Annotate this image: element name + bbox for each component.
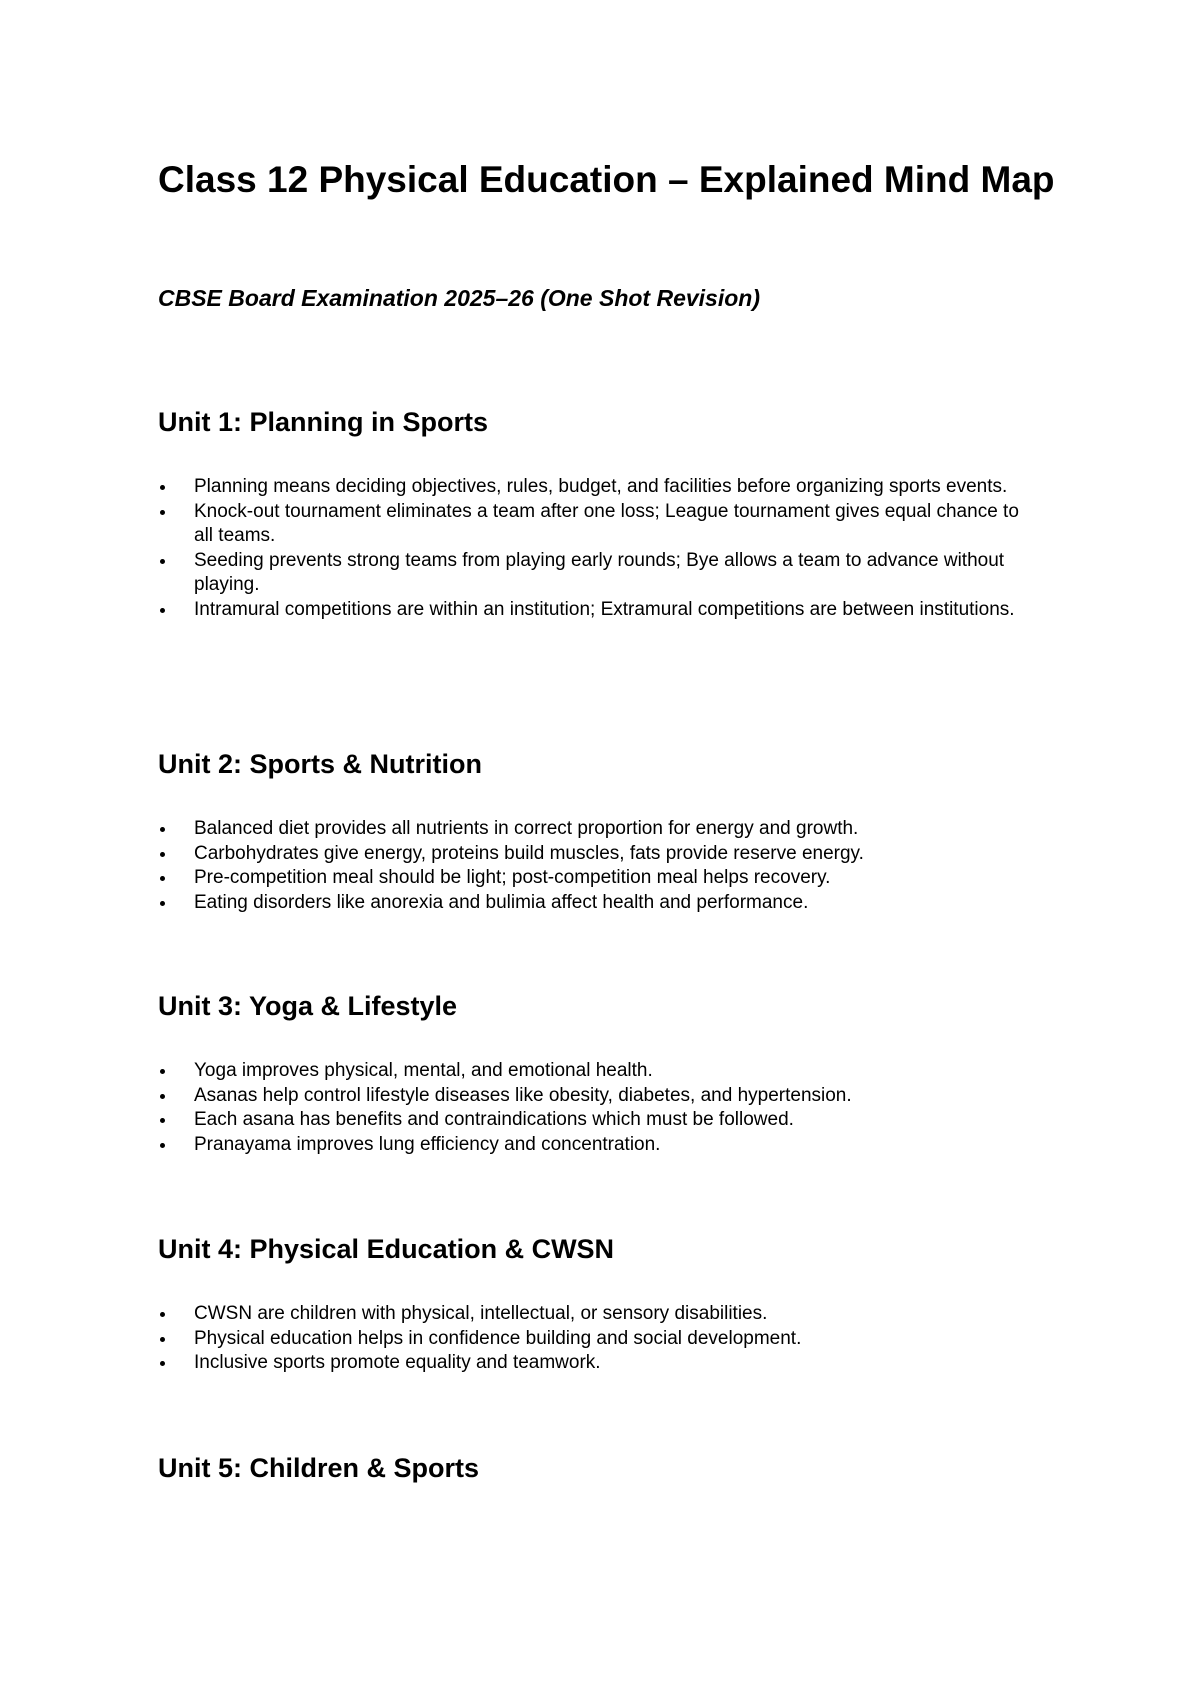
unit-section-yoga-lifestyle bbox=[158, 989, 1018, 1157]
unit-heading: Unit 3: Yoga & Lifestyle bbox=[158, 991, 458, 1021]
bullet-icon bbox=[160, 1361, 165, 1366]
bullet-list bbox=[158, 1059, 1018, 1157]
list-item-text: Planning means deciding objectives, rules, budget, and facilities before organizing sports events. bbox=[194, 476, 1008, 497]
list-item-text: Physical education helps in confidence building and social development. bbox=[194, 1327, 802, 1349]
list-item-text: Balanced diet provides all nutrients in correct proportion for energy and growth. bbox=[194, 818, 859, 839]
bullet-icon bbox=[160, 1143, 165, 1148]
list-item-text: Intramural competitions are within an institution; Extramural competitions are between institutions. bbox=[194, 598, 1015, 620]
list-item bbox=[158, 549, 1034, 598]
list-item bbox=[158, 1351, 1034, 1376]
list-item-text: Knock-out tournament eliminates a team after one loss; League tournament gives equal chance to all teams. bbox=[194, 500, 1019, 546]
bullet-icon bbox=[160, 559, 165, 564]
list-item bbox=[158, 1327, 1034, 1352]
list-item-text: Yoga improves physical, mental, and emotional health. bbox=[194, 1060, 653, 1081]
list-item-text: Inclusive sports promote equality and teamwork. bbox=[194, 1352, 601, 1373]
list-item bbox=[158, 1084, 1034, 1109]
unit-section-children-sports bbox=[158, 1451, 1018, 1485]
list-item-text: Seeding prevents strong teams from playing early rounds; Bye allows a team to advance without playing. bbox=[194, 549, 1005, 595]
list-item-text: Each asana has benefits and contraindications which must be followed. bbox=[194, 1109, 794, 1130]
bullet-icon bbox=[160, 1337, 165, 1342]
list-item bbox=[158, 1059, 1034, 1084]
list-item bbox=[158, 817, 1034, 842]
document-title: Class 12 Physical Education – Explained Mind Map bbox=[158, 159, 1055, 200]
unit-section-sports-nutrition bbox=[158, 747, 1018, 915]
list-item bbox=[158, 1302, 1034, 1327]
list-item bbox=[158, 891, 1034, 916]
unit-heading: Unit 1: Planning in Sports bbox=[158, 407, 488, 437]
bullet-icon bbox=[160, 901, 165, 906]
list-item bbox=[158, 866, 1034, 891]
bullet-icon bbox=[160, 608, 165, 613]
bullet-list bbox=[158, 475, 1018, 622]
unit-heading: Unit 2: Sports & Nutrition bbox=[158, 749, 482, 779]
unit-heading: Unit 5: Children & Sports bbox=[158, 1453, 480, 1483]
list-item-text: Asanas help control lifestyle diseases like obesity, diabetes, and hypertension. bbox=[194, 1084, 852, 1106]
bullet-icon bbox=[160, 485, 165, 490]
bullet-icon bbox=[160, 852, 165, 857]
list-item bbox=[158, 475, 1034, 500]
bullet-icon bbox=[160, 1118, 165, 1123]
list-item bbox=[158, 842, 1034, 867]
list-item bbox=[158, 1133, 1034, 1158]
list-item bbox=[158, 1108, 1034, 1133]
list-item-text: CWSN are children with physical, intellectual, or sensory disabilities. bbox=[194, 1303, 768, 1324]
bullet-icon bbox=[160, 827, 165, 832]
list-item-text: Carbohydrates give energy, proteins build muscles, fats provide reserve energy. bbox=[194, 842, 864, 864]
unit-section-physical-education-cwsn bbox=[158, 1232, 1018, 1376]
list-item bbox=[158, 598, 1034, 623]
bullet-list bbox=[158, 1302, 1018, 1376]
list-item-text: Eating disorders like anorexia and bulimia affect health and performance. bbox=[194, 891, 809, 913]
document-subtitle: CBSE Board Examination 2025–26 (One Shot Revision) bbox=[158, 285, 760, 311]
list-item-text: Pre-competition meal should be light; post-competition meal helps recovery. bbox=[194, 867, 831, 888]
list-item bbox=[158, 500, 1034, 549]
bullet-icon bbox=[160, 510, 165, 515]
bullet-icon bbox=[160, 1069, 165, 1074]
unit-heading: Unit 4: Physical Education & CWSN bbox=[158, 1234, 615, 1264]
bullet-icon bbox=[160, 876, 165, 881]
list-item-text: Pranayama improves lung efficiency and concentration. bbox=[194, 1133, 661, 1155]
unit-section-planning-in-sports bbox=[158, 405, 1018, 622]
bullet-icon bbox=[160, 1312, 165, 1317]
bullet-icon bbox=[160, 1094, 165, 1099]
bullet-list bbox=[158, 817, 1018, 915]
